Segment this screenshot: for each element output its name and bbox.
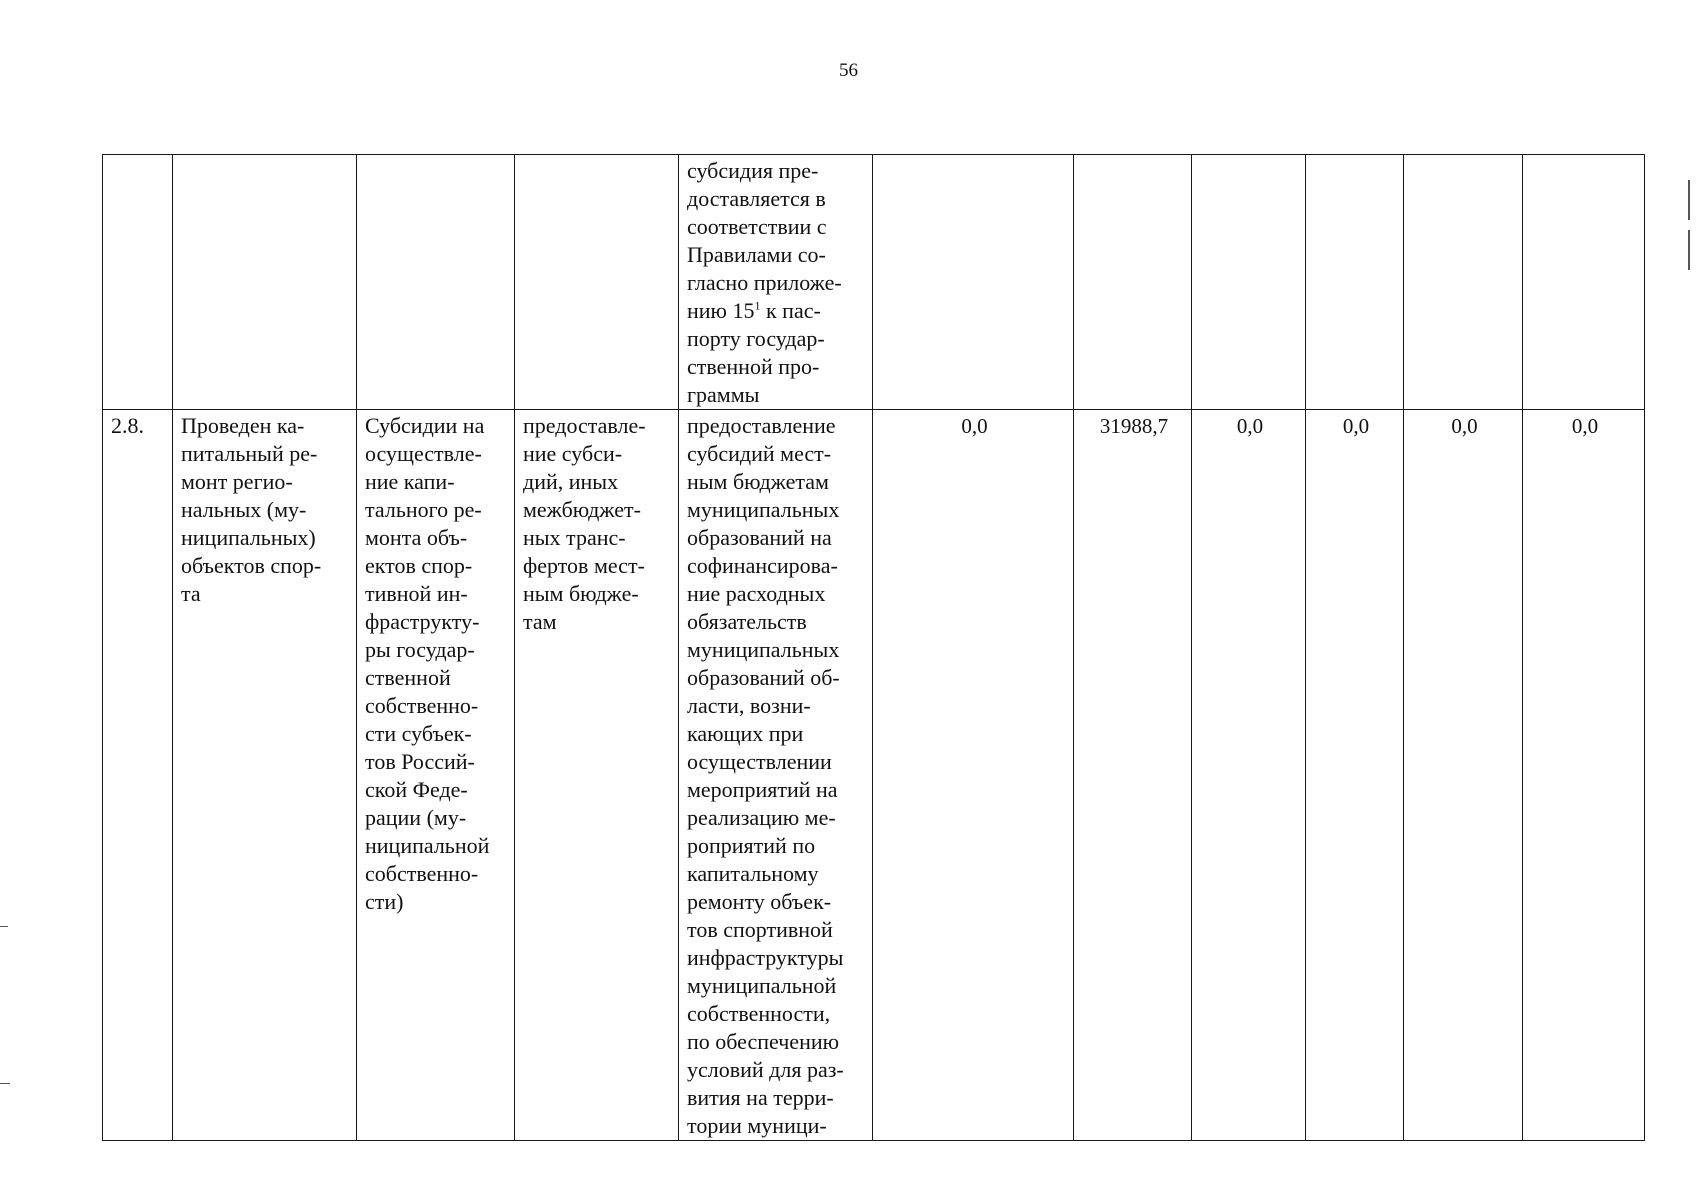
- scan-mark: [0, 1083, 10, 1084]
- subsidy-type-cell: Субсидии на осуществле- ние капи- тального ре- монта объ- ектов спор- тивной ин- фраструкту- ры государ- ственной собственно- сти субъек- тов Россий- ской Феде- рации (му- ниципальной собственно- сти): [357, 410, 515, 1141]
- scan-mark: [0, 926, 8, 927]
- value-cell: 0,0: [1523, 410, 1645, 1141]
- value-cell: [1404, 155, 1523, 410]
- value-cell: [1074, 155, 1192, 410]
- page-number: 56: [839, 60, 858, 81]
- table-row: [103, 410, 1645, 1141]
- note-superscript: 1: [754, 298, 761, 313]
- row-number-cell: 2.8.: [103, 410, 173, 1141]
- row-number-cell: [103, 155, 173, 410]
- budget-table: [102, 154, 1645, 1141]
- value-cell: 31988,7: [1074, 410, 1192, 1141]
- subsidy-type-cell: [357, 155, 515, 410]
- value-cell: [1192, 155, 1306, 410]
- value-cell: 0,0: [873, 410, 1074, 1141]
- note-text: субсидия пре- доставляется в соответствии с Правилами со- гласно приложе- нию 15: [687, 158, 842, 323]
- note-cell: [679, 155, 873, 410]
- value-cell: [1523, 155, 1645, 410]
- scan-mark: [1688, 180, 1690, 220]
- value-cell: 0,0: [1404, 410, 1523, 1141]
- note-text-continued: к пас- порту государ- ственной про- граммы: [687, 298, 825, 407]
- value-cell: 0,0: [1306, 410, 1404, 1141]
- result-cell: Проведен ка- питальный ре- монт регио- нальных (му- ниципальных) объектов спор- та: [173, 410, 357, 1141]
- scan-mark: [1688, 230, 1690, 270]
- direction-cell: предоставле- ние субси- дий, иных межбюджет- ных транс- фертов мест- ным бюдже- там: [515, 410, 679, 1141]
- table-row: [103, 155, 1645, 410]
- value-cell: [873, 155, 1074, 410]
- value-cell: [1306, 155, 1404, 410]
- value-cell: 0,0: [1192, 410, 1306, 1141]
- direction-cell: [515, 155, 679, 410]
- note-cell: предоставление субсидий мест- ным бюджетам муниципальных образований на софинансирова- ние расходных обязательств муниципальных образований об- ласти, возни- кающих при осуществлении мероприятий на реализацию ме- роприятий по капитальному ремонту объек- тов спортивной инфраструктуры муниципальной собственности, по обеспечению условий для раз- вития на терри- тории муници-: [679, 410, 873, 1141]
- result-cell: [173, 155, 357, 410]
